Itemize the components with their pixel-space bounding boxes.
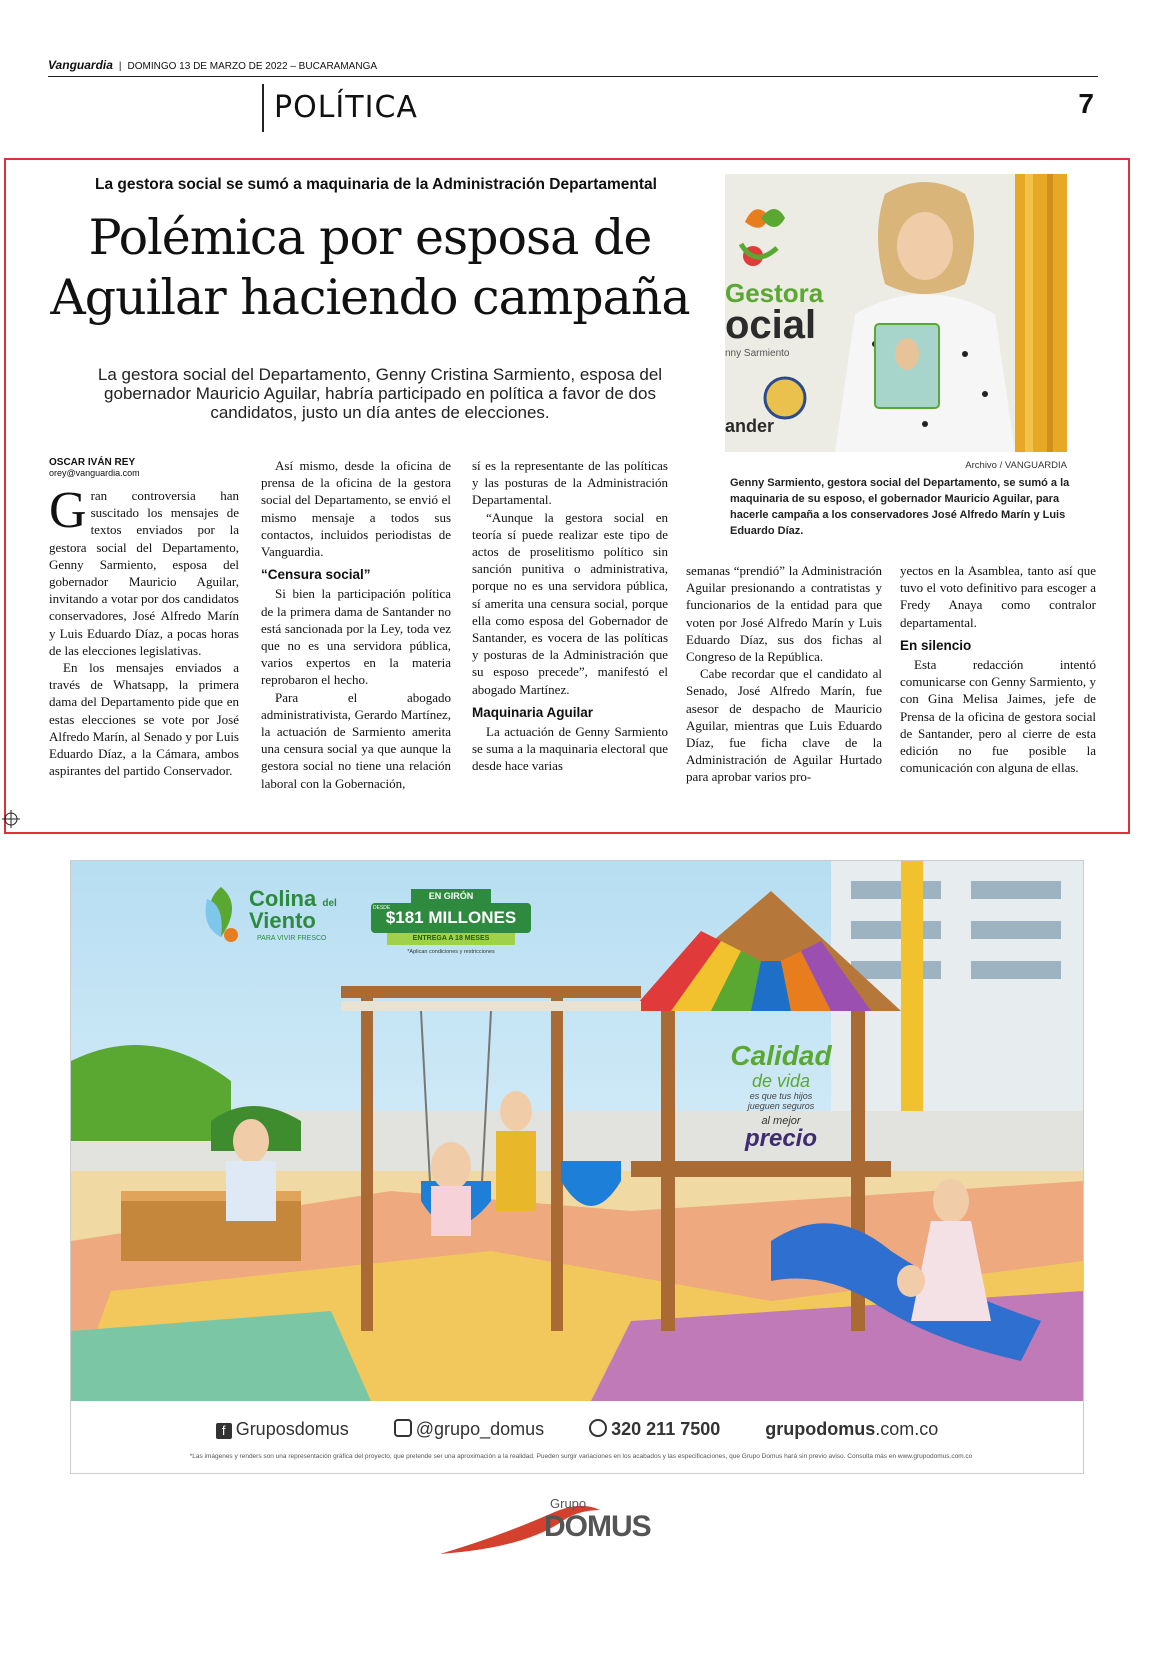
paragraph: Así mismo, desde la oficina de prensa de la oficina de la gestora social del Departamento, se envió el mismo mensaje a todos sus contactos, incluidos periodistas de Vanguardia.	[261, 458, 451, 560]
logo-domus-text: DOMUS	[544, 1510, 651, 1543]
paragraph: Cabe recordar que el candidato al Senado, José Alfredo Marín, fue asesor de despacho de Mauricio Aguilar, mientras que Luis Eduardo Díaz, fue ficha clave de la Administración de Aguilar Hurtado para aprobar varios pro-	[686, 666, 882, 785]
phone-contact[interactable]	[589, 1419, 720, 1439]
article-photo	[725, 174, 1067, 452]
article-column-4	[686, 562, 882, 786]
paragraph: Esta redacción intentó comunicarse con Genny Sarmiento, y con Gina Melisa Jaimes, jefe de Prensa de la oficina de gestora social de Santander, pero al cierre de esta edición no fue posible la comunicación con alguna de ellas.	[900, 657, 1096, 776]
paragraph: semanas “prendió” la Administración Aguilar presionando a contratistas y funcionarios de la entidad para que voten por José Alfredo Marín y Luis Eduardo Díaz, sus dos fichas al Congreso de la República.	[686, 563, 882, 665]
paragraph: La actuación de Genny Sarmiento se suma a la maquinaria electoral que desde hace varias	[472, 724, 668, 774]
registration-mark-icon	[2, 810, 20, 828]
paragraph: Para el abogado administrativista, Gerardo Martínez, la actuación de Sarmiento amerita una censura social ya que aunque la gestora social no tiene una relación laboral con la Gobernación,	[261, 689, 451, 791]
ad-contact-row	[71, 1419, 1083, 1440]
section-title: POLÍTICA	[262, 84, 418, 132]
article-deck: La gestora social del Departamento, Genny Cristina Sarmiento, esposa del gobernador Mauricio Aguilar, habría participado en política a favor de dos candidatos, justo un día antes de elecciones.	[97, 365, 663, 422]
ad-slogan	[721, 1041, 841, 1151]
ad-logo-tagline: PARA VIVIR FRESCO	[257, 935, 327, 942]
badge-desde: DESDE	[373, 905, 391, 911]
paragraph: sí es la representante de las políticas y las posturas de la Administración Departamental.	[472, 458, 668, 508]
advertisement[interactable]	[70, 860, 1084, 1474]
leaf-logo-icon	[197, 885, 245, 945]
article-kicker: La gestora social se sumó a maquinaria de la Administración Departamental	[95, 176, 657, 193]
instagram-contact[interactable]	[394, 1419, 544, 1439]
photo-sign-text-2: ocial	[725, 303, 817, 347]
photo-caption: Genny Sarmiento, gestora social del Departamento, se sumó a la maquinaria de su esposo, el gobernador Mauricio Aguilar, para hacerle campaña a los conservadores José Alfredo Marín y Luis Eduardo Díaz.	[730, 477, 1070, 537]
slogan-line-3: es que tus hijos	[749, 1091, 813, 1101]
subheading: “Censura social”	[261, 567, 371, 583]
slogan-line-6: precio	[744, 1125, 818, 1152]
byline-email[interactable]: orey@vanguardia.com	[49, 468, 140, 478]
whatsapp-icon	[589, 1419, 607, 1437]
photo-illustration	[725, 174, 1067, 452]
photo-sign-text-4: ander	[725, 416, 775, 436]
instagram-icon	[394, 1419, 412, 1437]
article-column-2	[261, 457, 451, 792]
website-link[interactable]	[765, 1419, 938, 1439]
photo-sign-text-3: nny Sarmiento	[725, 348, 790, 359]
article-column-5	[900, 562, 1096, 776]
paragraph-text: ran controversia han suscitado los mensajes de textos enviados por la gestora social del Departamento, Genny Sarmiento, esposa del gobernador Mauricio Aguilar, invitando a votar por dos candidatos conservadores, José Alfredo Marín y Luis Eduardo Díaz, a pocas horas de las elecciones legislativas.	[49, 488, 239, 658]
headline-line-1: Polémica por esposa de	[88, 209, 652, 266]
price-badge	[371, 889, 531, 961]
photo-credit: Archivo / VANGUARDIA	[965, 460, 1067, 471]
slogan-line-2: de vida	[751, 1071, 811, 1091]
article-headline	[40, 208, 700, 328]
paragraph: yectos en la Asamblea, tanto así que tuvo el voto definitivo para escoger a Fredy Anaya como contralor departamental.	[900, 563, 1096, 630]
date-line: DOMINGO 13 DE MARZO DE 2022 – BUCARAMANGA	[127, 61, 378, 72]
grupo-domus-logo	[440, 1490, 720, 1560]
subheading: Maquinaria Aguilar	[472, 704, 594, 720]
badge-note: *Aplican condiciones y restricciones	[407, 949, 495, 955]
paragraph: “Aunque la gestora social en teoría sí puede realizar este tipo de actos de proselitismo político sin sanción punitiva o administrativa, porque no es una servidora pública, sí amerita una censura social, porque ella como esposa del Gobernador de Santander, es vocera de las políticas y posturas de la Administración que su esposo precede”, manifestó el abogado Martínez.	[472, 509, 668, 697]
ad-logo-line-2: Viento	[249, 908, 316, 933]
subheading: En silencio	[900, 637, 972, 653]
article-column-1	[49, 457, 239, 779]
page-header: Vanguardia | DOMINGO 13 DE MARZO DE 2022 – BUCARAMANGA	[48, 58, 1098, 77]
ad-logo-del: del	[322, 898, 337, 909]
phone-number: 320 211 7500	[611, 1419, 721, 1439]
newspaper-brand: Vanguardia	[48, 58, 113, 72]
website-tld: .com.co	[875, 1419, 939, 1439]
badge-price: $181 MILLONES	[371, 903, 531, 933]
slogan-line-5: al mejor	[761, 1115, 801, 1127]
article-column-3	[472, 457, 668, 775]
paragraph: Si bien la participación política de la primera dama de Santander no está sancionada por la Ley, toda vez que no es una servidora pública, varios expertos en la materia reprobaron el hecho.	[261, 586, 451, 688]
facebook-icon: f	[216, 1423, 232, 1439]
instagram-handle: @grupo_domus	[415, 1419, 545, 1439]
website-domain: grupodomus	[765, 1419, 876, 1439]
paragraph: En los mensajes enviados a través de Whatsapp, la primera dama del Departamento pide que en estas elecciones se vote por José Alfredo Marín, al Senado y por Luis Eduardo Díaz, a la Cámara, ambos aspirantes del partido Conservador.	[49, 660, 239, 779]
slogan-line-1: Calidad	[730, 1040, 832, 1071]
logo-grupo-text: Grupo	[550, 1496, 587, 1511]
paragraph	[49, 482, 239, 659]
slogan-line-4: jueguen seguros	[747, 1101, 815, 1111]
byline-author: OSCAR IVÁN REY	[49, 457, 136, 468]
drop-cap: G	[49, 482, 87, 539]
page-number: 7	[1078, 88, 1094, 119]
photo-sign-text-1: Gestora	[725, 278, 824, 308]
ad-contact-bar	[71, 1401, 1083, 1473]
badge-delivery: ENTREGA A 18 MESES	[387, 933, 515, 945]
ad-brand-logo	[197, 885, 357, 955]
badge-location: EN GIRÓN	[411, 889, 491, 903]
facebook-handle: Gruposdomus	[235, 1419, 349, 1439]
ad-logo-line-1: Colina	[249, 886, 317, 911]
facebook-contact[interactable]	[216, 1419, 349, 1439]
ad-disclaimer: *Las imágenes y renders son una representación gráfica del proyecto, que pretende ser una aproximación a la realidad. Pueden surgir variaciones en los acabados y las especificaciones, que Grupo Domus hará sin previo aviso. Consulta más en www.grupodomus.com.co	[189, 1453, 973, 1460]
headline-line-2: Aguilar haciendo campaña	[50, 269, 690, 326]
